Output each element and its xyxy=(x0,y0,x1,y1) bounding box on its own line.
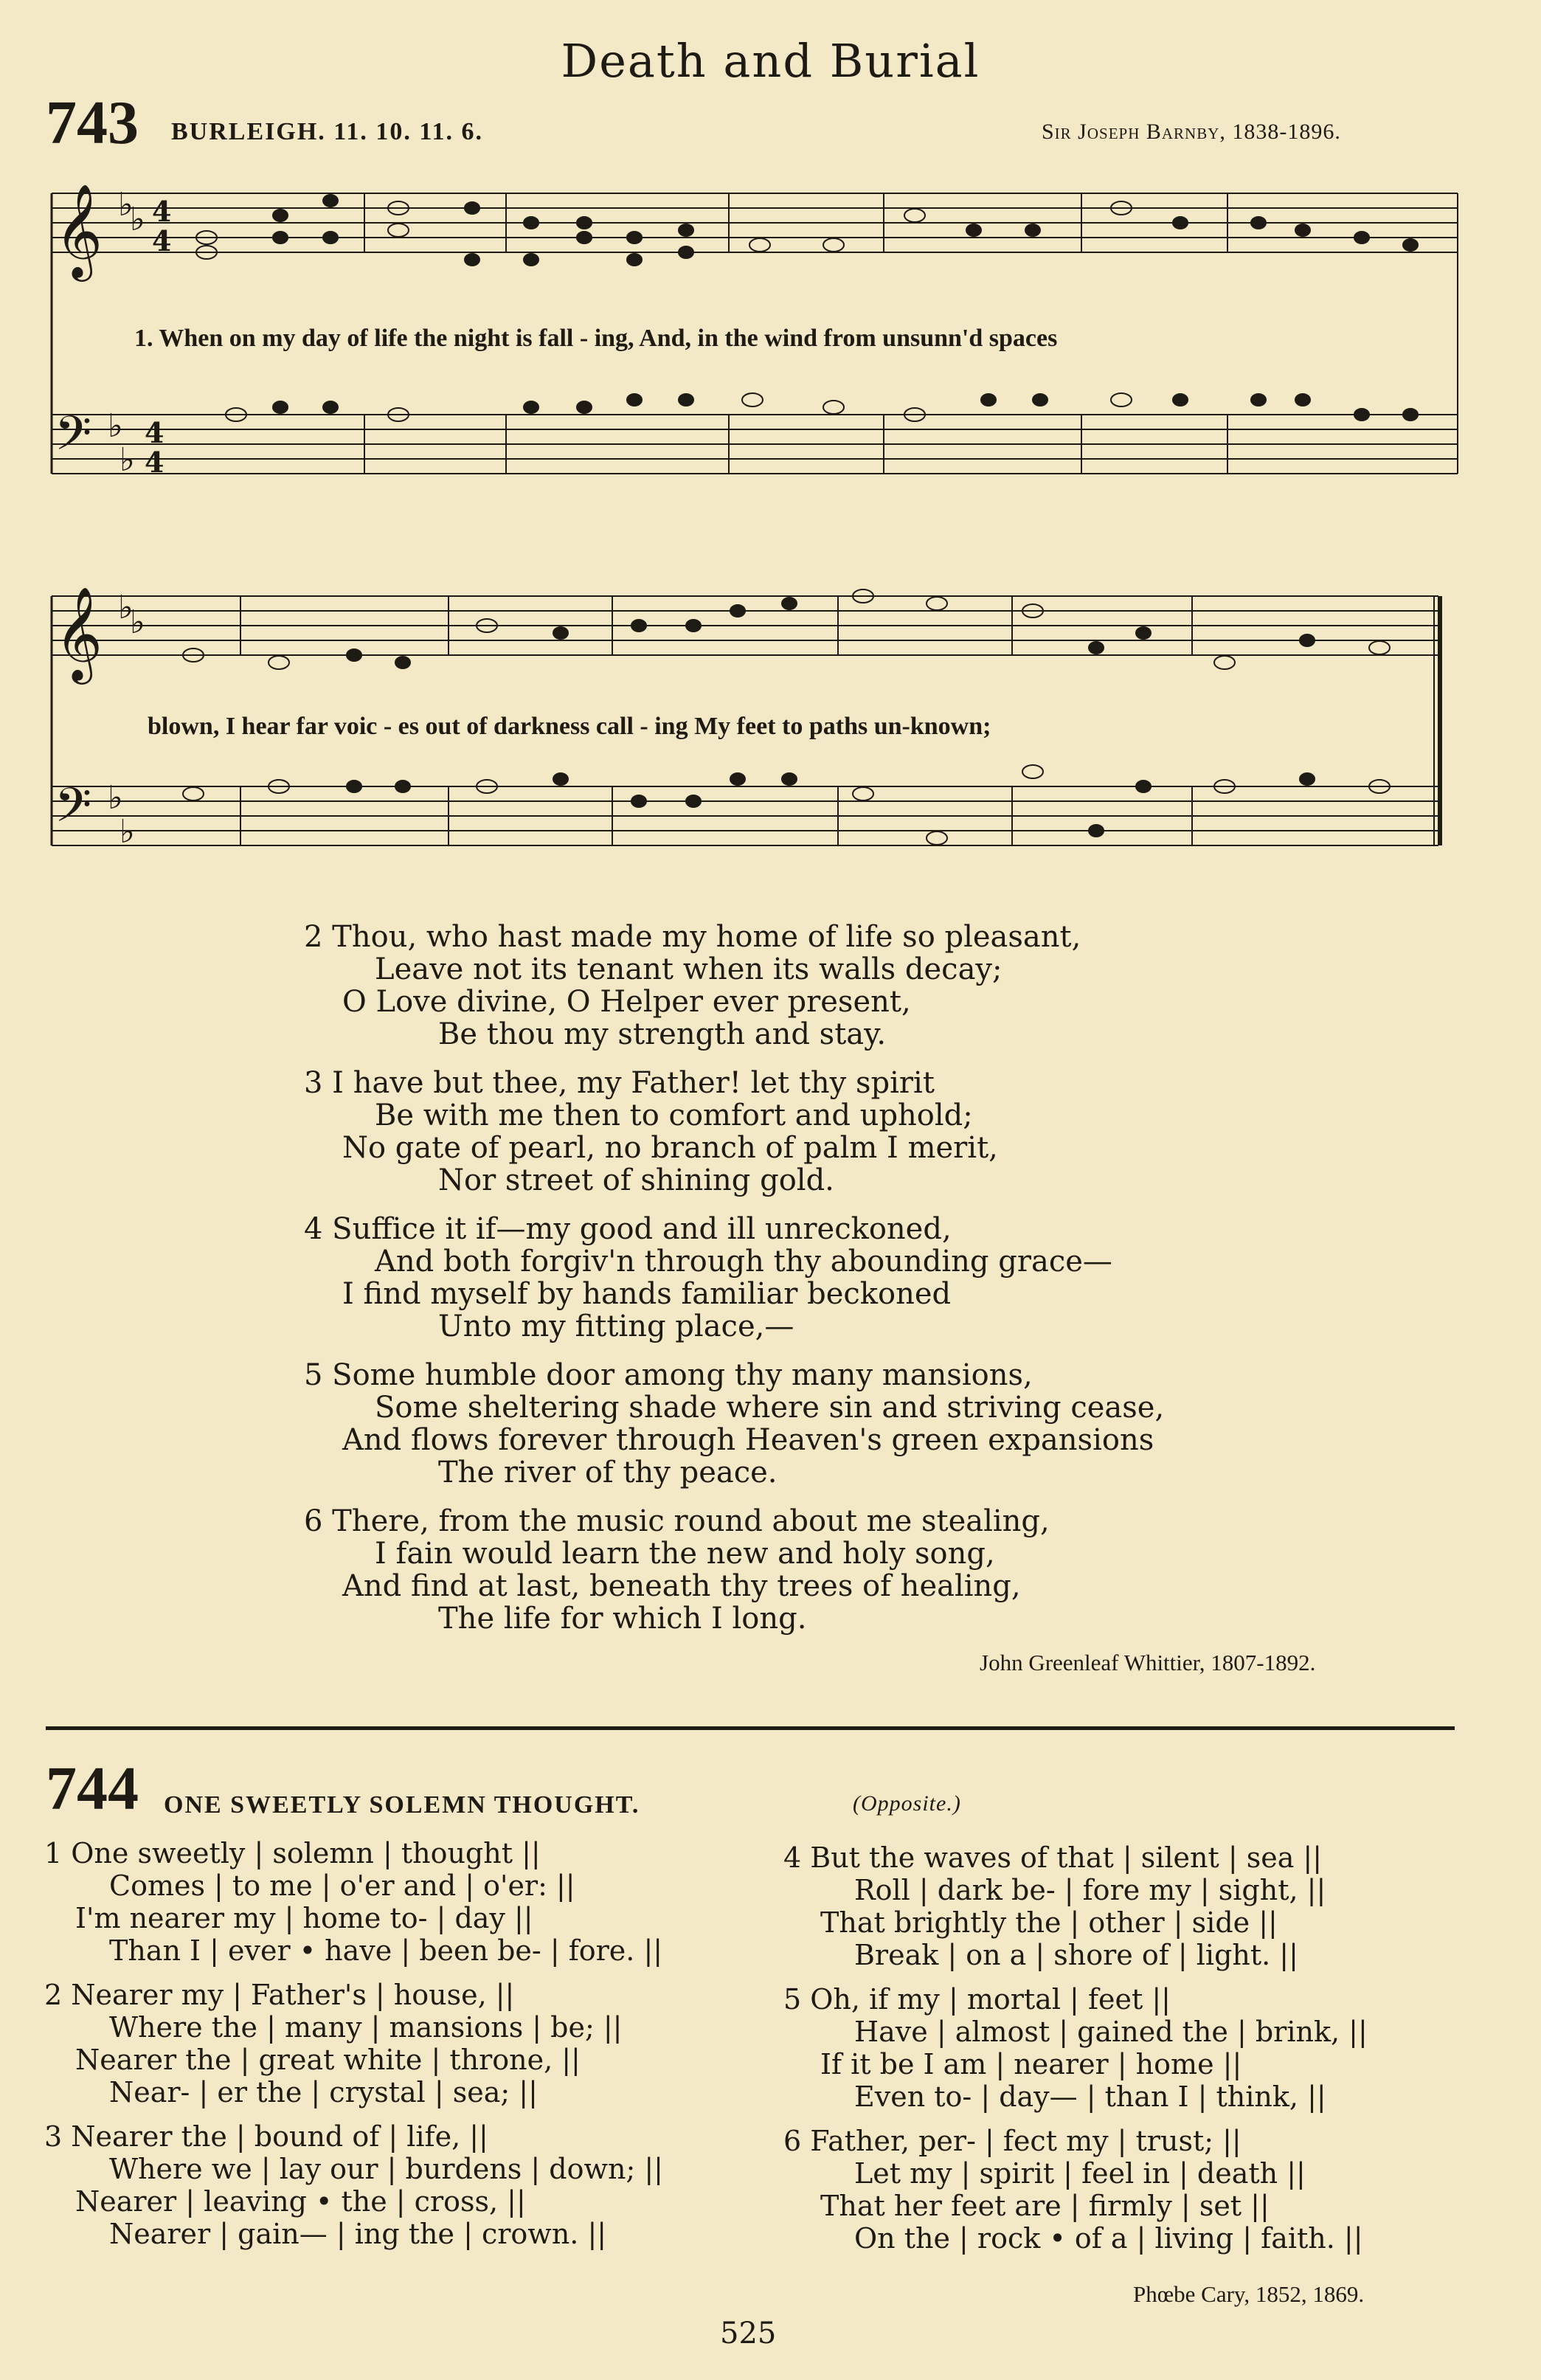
chant-verse-4 xyxy=(783,1841,1368,1971)
verse-number: 6 xyxy=(304,1504,323,1538)
verse-number: 1 xyxy=(44,1837,63,1869)
verse-line: Father, per- | fect my | trust; || xyxy=(810,2125,1242,2157)
verse-line: Be with me then to comfort and uphold; xyxy=(375,1099,973,1132)
section-title: Death and Burial xyxy=(561,34,980,88)
verse-line: Where we | lay our | burdens | down; || xyxy=(109,2153,663,2185)
verse-2 xyxy=(304,921,1164,1051)
time-signature: 4 xyxy=(145,416,165,449)
verse-line: Nearer my | Father's | house, || xyxy=(71,1979,515,2011)
hymn-743-verses xyxy=(304,921,1164,1635)
verse-line: Where the | many | mansions | be; || xyxy=(109,2011,623,2044)
verse-number: 2 xyxy=(304,920,323,954)
verse-line: Suffice it if—my good and ill unreckoned, xyxy=(332,1212,952,1246)
time-signature: 4 xyxy=(145,446,165,479)
verse-line: Even to- | day— | than I | think, || xyxy=(854,2080,1326,2113)
verse-line: Some humble door among thy many mansions, xyxy=(332,1358,1033,1392)
verse-line: If it be I am | nearer | home || xyxy=(820,2048,1242,2080)
hymn-744-author: Phœbe Cary, 1852, 1869. xyxy=(1133,2281,1365,2307)
page-number: 525 xyxy=(720,2317,777,2350)
verse-4 xyxy=(304,1213,1164,1343)
verse-line: Nearer | leaving • the | cross, || xyxy=(75,2185,526,2218)
flat-icon: ♭ xyxy=(120,813,135,851)
verse-line: On the | rock • of a | living | faith. || xyxy=(854,2222,1363,2255)
bass-clef-icon: 𝄢 xyxy=(55,407,92,473)
verse-line: Thou, who hast made my home of life so pleasant, xyxy=(332,920,1081,954)
flat-icon: ♭ xyxy=(120,441,135,479)
verse-line: Break | on a | shore of | light. || xyxy=(854,1939,1298,1971)
verse-line: I find myself by hands familiar beckoned xyxy=(342,1277,952,1311)
chant-verse-1 xyxy=(44,1837,663,1967)
verse-line: Oh, if my | mortal | feet || xyxy=(810,1983,1171,2016)
music-score xyxy=(0,0,1541,885)
verse-line: Nearer | gain— | ing the | crown. || xyxy=(109,2218,607,2250)
verse-line: Roll | dark be- | fore my | sight, || xyxy=(854,1874,1326,1906)
verse-line: But the waves of that | silent | sea || xyxy=(810,1841,1323,1874)
verse-number: 3 xyxy=(44,2120,63,2153)
noteheads-system-1 xyxy=(196,195,1418,421)
hymn-743-lyrics-line-2: blown, I hear far voic - es out of darkness call - ing My feet to paths un-known; xyxy=(148,713,991,740)
hymn-744-right-column xyxy=(783,1841,1368,2255)
verse-line: The life for which I long. xyxy=(438,1602,807,1636)
verse-5 xyxy=(304,1359,1164,1489)
hymn-743-author: John Greenleaf Whittier, 1807-1892. xyxy=(980,1650,1316,1675)
verse-line: The river of thy peace. xyxy=(438,1456,778,1490)
verse-line: Some sheltering shade where sin and striving cease, xyxy=(375,1391,1165,1425)
time-signature: 4 xyxy=(152,195,172,228)
verse-line: One sweetly | solemn | thought || xyxy=(71,1837,541,1869)
divider xyxy=(46,1726,1455,1730)
verse-line: O Love divine, O Helper ever present, xyxy=(342,985,911,1019)
hymn-743-number: 743 xyxy=(46,89,139,157)
verse-number: 3 xyxy=(304,1066,323,1100)
hymn-744-left-column xyxy=(44,1837,663,2250)
verse-line: Be thou my strength and stay. xyxy=(438,1017,887,1051)
verse-number: 2 xyxy=(44,1979,63,2011)
verse-line: And flows forever through Heaven's green expansions xyxy=(342,1423,1154,1457)
flat-icon: ♭ xyxy=(118,589,134,626)
verse-line: There, from the music round about me stealing, xyxy=(332,1504,1050,1538)
verse-line: Leave not its tenant when its walls decay; xyxy=(375,952,1002,986)
treble-clef-icon: 𝄞 xyxy=(55,586,103,680)
verse-line: Comes | to me | o'er and | o'er: || xyxy=(109,1869,575,1902)
verse-line: Let my | spirit | feel in | death || xyxy=(854,2157,1306,2190)
hymn-743-lyrics-line-1: 1. When on my day of life the night is fall - ing, And, in the wind from unsunn'd spaces xyxy=(134,325,1058,352)
chant-verse-3 xyxy=(44,2120,663,2250)
verse-line: I fain would learn the new and holy song, xyxy=(375,1537,995,1571)
verse-line: That brightly the | other | side || xyxy=(820,1906,1278,1939)
verse-line: And both forgiv'n through thy abounding grace— xyxy=(375,1245,1112,1279)
clefs xyxy=(55,183,171,851)
verse-3 xyxy=(304,1067,1164,1197)
verse-line: Nor street of shining gold. xyxy=(438,1163,834,1197)
hymn-744-number: 744 xyxy=(46,1754,139,1823)
verse-line: No gate of pearl, no branch of palm I merit, xyxy=(342,1131,998,1165)
verse-number: 5 xyxy=(783,1983,802,2016)
chant-verse-2 xyxy=(44,1979,663,2109)
hymn-744-note: (Opposite.) xyxy=(853,1791,961,1816)
verse-line: I'm nearer my | home to- | day || xyxy=(75,1902,533,1934)
time-signature: 4 xyxy=(152,224,172,257)
flat-icon: ♭ xyxy=(108,407,123,445)
verse-line: Than I | ever • have | been be- | fore. || xyxy=(109,1934,663,1967)
flat-icon: ♭ xyxy=(130,201,145,238)
flat-icon: ♭ xyxy=(108,779,123,817)
flat-icon: ♭ xyxy=(130,603,145,641)
verse-line: I have but thee, my Father! let thy spirit xyxy=(332,1066,935,1100)
verse-line: Unto my fitting place,— xyxy=(438,1310,794,1343)
verse-number: 6 xyxy=(783,2125,802,2157)
verse-line: That her feet are | firmly | set || xyxy=(820,2190,1270,2222)
chant-verse-5 xyxy=(783,1983,1368,2113)
flat-icon: ♭ xyxy=(118,186,134,224)
verse-number: 4 xyxy=(304,1212,323,1246)
verse-line: Nearer the | great white | throne, || xyxy=(75,2044,581,2076)
verse-number: 4 xyxy=(783,1841,802,1874)
verse-line: Have | almost | gained the | brink, || xyxy=(854,2016,1368,2048)
verse-number: 5 xyxy=(304,1358,323,1392)
treble-clef-icon: 𝄞 xyxy=(55,183,103,277)
chant-verse-6 xyxy=(783,2125,1368,2255)
bass-clef-icon: 𝄢 xyxy=(55,778,92,845)
verse-line: And find at last, beneath thy trees of healing, xyxy=(342,1569,1021,1603)
verse-line: Nearer the | bound of | life, || xyxy=(71,2120,488,2153)
hymn-744-title: ONE SWEETLY SOLEMN THOUGHT. xyxy=(164,1791,640,1819)
verse-6 xyxy=(304,1505,1164,1635)
hymn-743-tune: BURLEIGH. 11. 10. 11. 6. xyxy=(171,118,484,145)
hymn-743-composer: Sir Joseph Barnby, 1838-1896. xyxy=(1042,120,1341,144)
verse-line: Near- | er the | crystal | sea; || xyxy=(109,2076,538,2109)
